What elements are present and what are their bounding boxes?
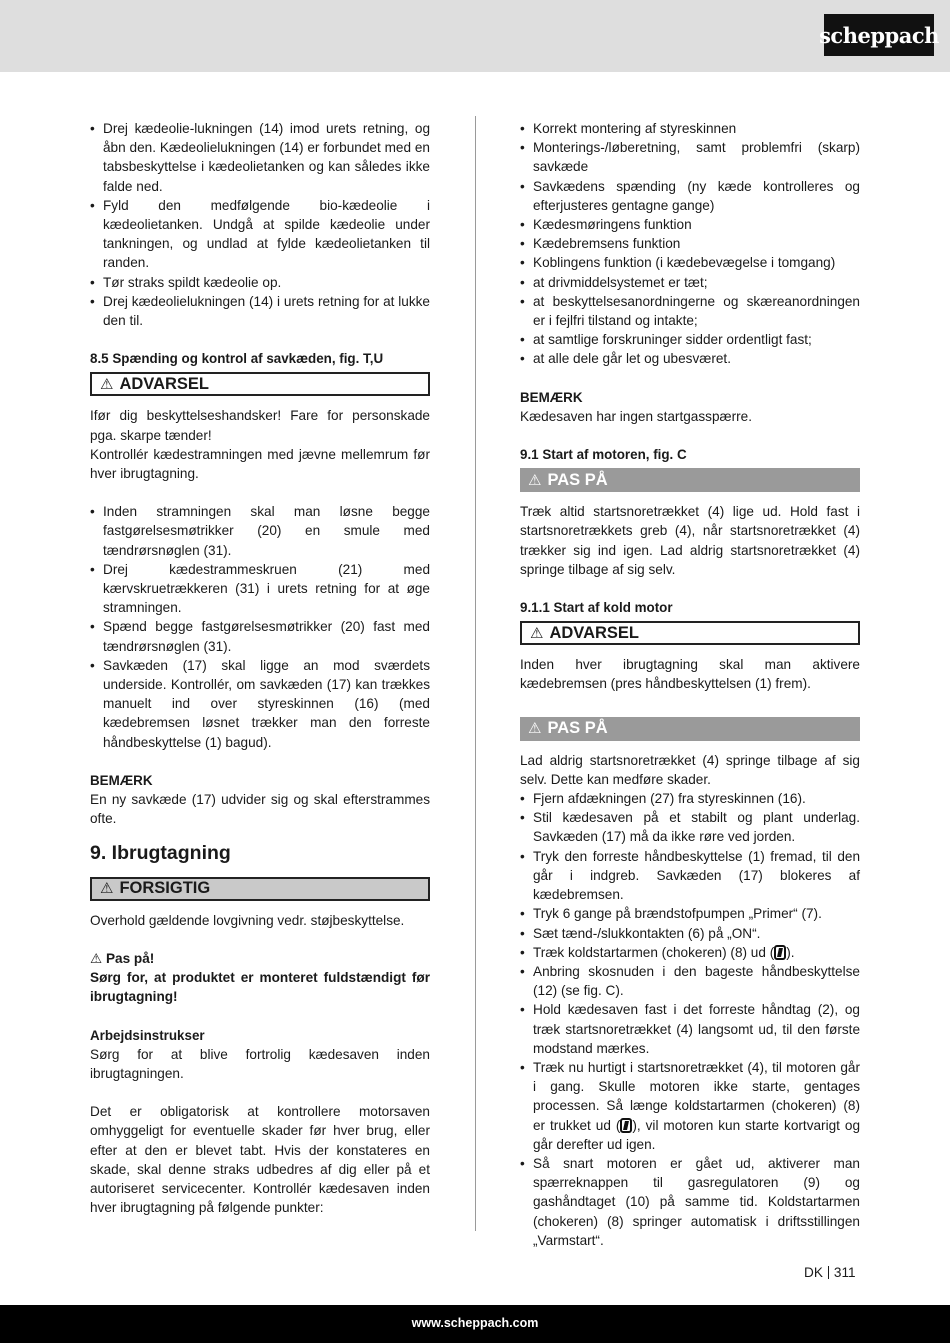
checklist: [520, 119, 860, 369]
page-number-value: 311: [833, 1265, 856, 1280]
list-item-text: Træk koldstartarmen (chokeren) (8) ud (: [533, 944, 775, 960]
list-item: • Koblingens funktion (i kædebevægelse i tomgang): [520, 253, 860, 272]
chapter-heading: 9. Ibrugtagning: [90, 841, 231, 864]
warning-label: ADVARSEL: [119, 374, 209, 393]
choke-icon: [620, 1118, 632, 1133]
work-instructions-label: Arbejdsinstrukser: [90, 1027, 205, 1043]
list-item: • Tryk 6 gange på brændstofpumpen „Primer“ (7).: [520, 904, 860, 923]
list-item: • Anbring skosnuden i den bageste håndbeskyttelse (12) (se fig. C).: [520, 962, 860, 1000]
note-text: En ny savkæde (17) udvider sig og skal efterstrammes ofte.: [90, 792, 430, 827]
oil-steps-list: [90, 119, 430, 330]
brand-logo: scheppach: [824, 14, 934, 56]
list-item: [520, 1058, 860, 1154]
list-item: • Fyld den medfølgende bio-kædeolie i kædeolietanken. Undgå at spilde kædeolie under tankningen, og undlad at fylde kædeolietanken til randen.: [90, 196, 430, 273]
warning-box: [520, 621, 860, 645]
list-item: • at samtlige forskruninger sidder ordentligt fast;: [520, 330, 860, 349]
page-number: [804, 1265, 856, 1280]
warning-triangle-icon: ⚠: [530, 624, 544, 642]
attention-label: PAS PÅ: [547, 719, 608, 738]
body-text: Kontrollér kædestramningen med jævne mellemrum før hver ibrugtagning.: [90, 446, 430, 482]
list-item: • at drivmiddelsystemet er tæt;: [520, 273, 860, 292]
list-item-text: ), vil motoren kun starte kortvarigt og går derefter ud igen.: [533, 1117, 861, 1152]
warning-triangle-icon: ⚠: [528, 720, 542, 738]
page-number-separator: [828, 1266, 829, 1279]
list-item-text: Træk nu hurtigt i startsnoretrækket (4), til motoren går i gang. Skulle motoren ikke starte, gentages processen. Så længe koldstartarmen (chokeren) (8) er trukket ud (: [533, 1059, 860, 1133]
list-item: • Så snart motoren er gået ud, aktiverer man spærreknappen til gasregulatoren (9) og gashåndtaget (10) på samme tid. Koldstartarmen (chokeren) (8) springer automatisk i driftsstillingen „Varmstart“.: [520, 1154, 860, 1250]
attention-text: Træk altid startsnoretrækket (4) lige ud. Hold fast i startsnoretrækkets greb (4), når startsnoretrækket (4) trækker sig ind igen. Lad aldrig startsnoretrækket (4) springe tilbage af sig selv.: [520, 504, 860, 577]
list-item: • Korrekt montering af styreskinnen: [520, 119, 860, 138]
note-label: BEMÆRK: [90, 772, 153, 788]
attention-label: Pas på!: [105, 950, 155, 966]
section-heading-9-1-1: 9.1.1 Start af kold motor: [520, 600, 673, 616]
list-item: • Savkædens spænding (ny kæde kontrolleres og efterjusteres gentagne gange): [520, 177, 860, 215]
warning-triangle-icon: ⚠: [100, 375, 114, 393]
list-item: [520, 943, 860, 962]
attention-box: [520, 468, 860, 492]
list-item-text: ).: [786, 944, 795, 960]
warning-text: Ifør dig beskyttelseshandsker! Fare for personskade pga. skarpe tænder!: [90, 408, 430, 443]
list-item: • Drej kædeolie-lukningen (14) imod urets retning, og åbn den. Kædeolielukningen (14) er forbundet med en tabsbeskyttelse i kædeolietanken og kan således ikke falde ned.: [90, 119, 430, 196]
warning-triangle-icon: ⚠: [90, 950, 106, 966]
list-item: • Monterings-/løberetning, samt problemfri (skarp) savkæde: [520, 138, 860, 176]
list-item: • Tryk den forreste håndbeskyttelse (1) fremad, til den går i indgreb. Savkæden (17) blokeres af kædebremsen.: [520, 847, 860, 905]
list-item: • at alle dele går let og ubesværet.: [520, 349, 860, 368]
warning-triangle-icon: ⚠: [100, 880, 114, 898]
left-column: [90, 119, 430, 1217]
list-item: • Tør straks spildt kædeolie op.: [90, 273, 430, 292]
warning-text: Inden hver ibrugtagning skal man aktivere kædebremsen (pres håndbeskyttelsen (1) frem).: [520, 657, 860, 692]
website-link[interactable]: www.scheppach.com: [411, 1316, 539, 1330]
note-label: BEMÆRK: [520, 389, 583, 405]
attention-inline: [90, 949, 430, 968]
page-header: [0, 0, 950, 72]
inspection-text: Det er obligatorisk at kontrollere motorsaven omhyggeligt for eventuelle skader før hver brug, eller efter at den er blevet tabt. Hvis der konstateres en skade, skal denne straks udbedres af dig eller på et autoriseret servicecenter. Kontrollér kædesaven inden hver ibrugtagning på følgende punkter:: [90, 1104, 430, 1216]
cold-start-steps-list: [520, 789, 860, 1250]
list-item: • Fjern afdækningen (27) fra styreskinnen (16).: [520, 789, 860, 808]
attention-label: PAS PÅ: [547, 470, 608, 489]
list-item: • Drej kædestrammeskruen (21) med kærvskruetrækkeren (31) i urets retning for at øge stramningen.: [90, 560, 430, 618]
choke-icon: [774, 945, 786, 960]
list-item: • Drej kædeolielukningen (14) i urets retning for at lukke den til.: [90, 292, 430, 330]
list-item: • Inden stramningen skal man løsne begge fastgørelsesmøtrikker (20) en smule med tændrørsnøglen (31).: [90, 502, 430, 560]
warning-box: [90, 372, 430, 396]
attention-text: Lad aldrig startsnoretrækket (4) springe tilbage af sig selv. Dette kan medføre skader.: [520, 752, 860, 787]
list-item: • Savkæden (17) skal ligge an mod sværdets underside. Kontrollér, om savkæden (17) kan trækkes manuelt ind over styreskinnen (16) (med kædebremsen løsnet trækker man den forreste håndbeskyttelse (1) bagud).: [90, 656, 430, 752]
page-footer: [0, 1305, 950, 1343]
list-item: • Spænd begge fastgørelsesmøtrikker (20) fast med tændrørsnøglen (31).: [90, 617, 430, 655]
list-item: • Stil kædesaven på et stabilt og plant underlag. Savkæden (17) må da ikke røre ved jorden.: [520, 808, 860, 846]
column-divider: [475, 116, 476, 1231]
attention-text: Sørg for, at produktet er monteret fuldstændigt før ibrugtagning!: [90, 970, 430, 1005]
right-column: [520, 119, 860, 1250]
section-heading-9-1: 9.1 Start af motoren, fig. C: [520, 447, 687, 463]
language-code: DK: [804, 1265, 823, 1280]
list-item: • Sæt tænd-/slukkontakten (6) på „ON“.: [520, 924, 860, 943]
attention-box: [520, 717, 860, 741]
work-instructions-text: Sørg for at blive fortrolig kædesaven inden ibrugtagningen.: [90, 1046, 430, 1081]
section-heading-8-5: 8.5 Spænding og kontrol af savkæden, fig. T,U: [90, 351, 384, 367]
tension-steps-list: [90, 502, 430, 752]
list-item: • Kædebremsens funktion: [520, 234, 860, 253]
note-text: Kædesaven har ingen startgasspærre.: [520, 408, 752, 424]
caution-label: FORSIGTIG: [119, 879, 211, 898]
list-item: • Hold kædesaven fast i det forreste håndtag (2), og træk startsnoretrækket (4) langsomt ud, til den første modstand mærkes.: [520, 1000, 860, 1058]
warning-label: ADVARSEL: [549, 623, 639, 642]
list-item: • at beskyttelsesanordningerne og skæreanordningen er i fejlfri tilstand og intakte;: [520, 292, 860, 330]
list-item: • Kædesmøringens funktion: [520, 215, 860, 234]
warning-triangle-icon: ⚠: [528, 471, 542, 489]
caution-box: [90, 877, 430, 901]
caution-text: Overhold gældende lovgivning vedr. støjbeskyttelse.: [90, 912, 405, 928]
